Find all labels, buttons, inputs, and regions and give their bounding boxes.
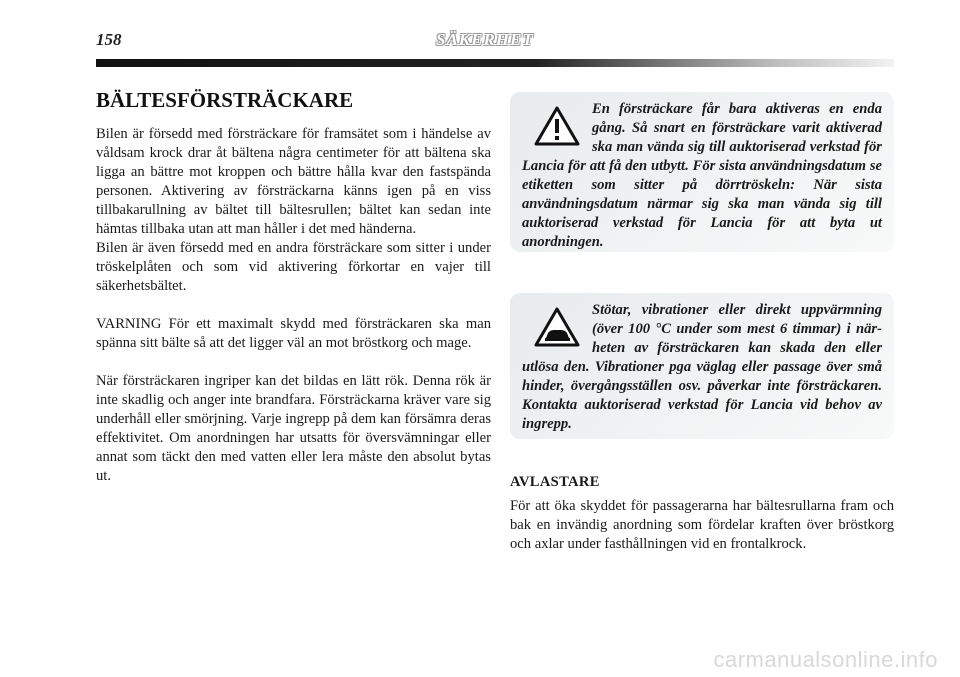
warning-text: En försträckare får bara aktiveras en enda gång. Så snart en försträckare varit aktiverad ska man vända sig till auktoriserad verkstad för Lancia för att få den utbytt. För sista användningsdatum se etiketten som sitter på dörrtröskeln: När sista användningsdatum närmar sig ska man vända sig till auktoriserad verkstad för Lancia för att byta ut anordningen. [522,101,882,250]
section-title: SÄKERHET [436,30,534,49]
body-paragraph: När försträckaren ingriper kan det bildas en lätt rök. Denna rök är inte skadlig och anger inte brandfara. Försträckarna kräver vare sig underhåll eller smörjning. Varje ingrepp på dem kan försämra deras effektivitet. Om anordningen har utsatts för översvämningar eller annat som täckt den med vatten eller lera måste den absolut bytas ut. [96,373,491,484]
body-paragraph: Bilen är försedd med försträckare för framsätet som i händelse av våldsam krock drar åt bältena några centimeter för att bältena ska ligga an bättre mot kroppen och bättre hålla kvar den fastspända personen. Aktivering av försträckarna känns igen på en viss tillbakarullning av bältet till bältesrullen; bältet kan sedan inte hämtas tillbaka utan att man håller i det med händerna. [96,126,491,237]
body-paragraph: För att öka skyddet för passagerarna har bältesrullarna fram och bak en invändig anordning som fördelar kraften över bröstkorg och axlar under fasthållningen vid en frontalkrock. [510,498,894,552]
right-column [510,474,894,554]
car-hazard-triangle-icon [534,307,580,347]
header-rule [96,59,894,67]
warning-box [510,92,894,252]
subsection-heading: AVLASTARE [510,474,600,490]
caution-box [510,293,894,439]
body-paragraph: VARNING För ett maximalt skydd med försträckaren ska man spänna sitt bälte så att det ligger väl an mot bröstkorg och mage. [96,316,491,351]
body-paragraph: Bilen är även försedd med en andra försträckare som sitter i under tröskelplåten och som vid aktivering förkortar en vajer till säkerhetsbältet. [96,240,491,294]
section-heading: BÄLTESFÖRSTRÄCKARE [96,88,354,112]
caution-text: Stötar, vibrationer eller direkt uppvärmning (över 100 °C under som mest 6 timmar) i närheten av försträckaren kan skada den eller utlösa den. Vibrationer pga väglag eller passage över små hinder, övergångsställen osv. påverkar inte försträckaren. Kontakta auktoriserad verkstad för Lancia vid behov av ingrepp. [522,302,882,432]
warning-triangle-icon [534,106,580,146]
watermark: carmanualsonline.info [713,647,938,672]
left-column [96,88,491,486]
page-number: 158 [96,30,122,49]
